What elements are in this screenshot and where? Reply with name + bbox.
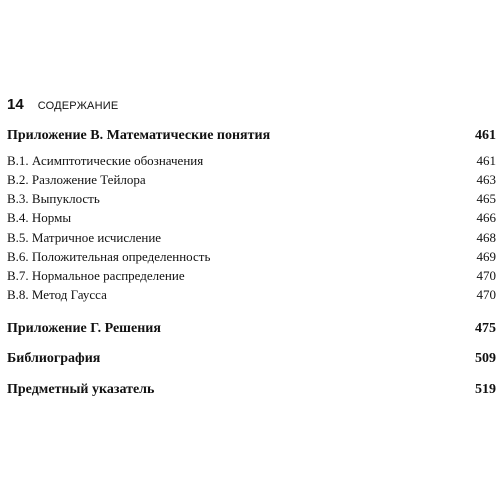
toc-entry-page-number: 461 — [475, 128, 496, 143]
toc-entry-title: Приложение В. Математические понятия — [7, 128, 271, 143]
toc-subsection-entry — [7, 249, 496, 265]
toc-entry-page-number: 468 — [476, 230, 496, 245]
toc-subsection-entry — [7, 287, 496, 303]
toc-entry-page-number: 470 — [476, 287, 496, 302]
page-number: 14 — [7, 96, 24, 113]
toc-entry-title: Библиография — [7, 351, 101, 366]
toc-entry-page-number: 469 — [476, 249, 496, 264]
toc-section-entry — [7, 128, 496, 144]
toc-entry-title: Приложение Г. Решения — [7, 321, 161, 336]
toc-entry-title: В.2. Разложение Тейлора — [7, 172, 146, 187]
toc-section-entry — [7, 321, 496, 337]
toc-entry-page-number: 475 — [475, 321, 496, 336]
toc-entry-title: В.3. Выпуклость — [7, 191, 100, 206]
toc-subsection-entry — [7, 153, 496, 169]
toc-entry-title: В.4. Нормы — [7, 210, 72, 225]
toc-subsection-entry — [7, 230, 496, 246]
toc-entry-page-number: 461 — [476, 153, 496, 168]
toc-entry-page-number: 519 — [475, 382, 496, 397]
toc-subsection-entry — [7, 268, 496, 284]
toc-subsection-entry — [7, 210, 496, 226]
toc-entry-page-number: 463 — [476, 172, 496, 187]
toc-entry-title: В.8. Метод Гаусса — [7, 287, 107, 302]
toc-section-entry — [7, 382, 496, 398]
toc-entry-title: В.5. Матричное исчисление — [7, 230, 162, 245]
toc-entry-title: В.7. Нормальное распределение — [7, 268, 185, 283]
toc-entry-title: В.6. Положительная определенность — [7, 249, 211, 264]
page-header — [7, 96, 118, 113]
toc-entry-title: В.1. Асимптотические обозначения — [7, 153, 204, 168]
toc-subsection-entry — [7, 172, 496, 188]
toc-entry-page-number: 509 — [475, 351, 496, 366]
toc-entry-page-number: 465 — [476, 191, 496, 206]
toc-subsection-entry — [7, 191, 496, 207]
toc-entry-page-number: 470 — [476, 268, 496, 283]
toc-entry-title: Предметный указатель — [7, 382, 155, 397]
running-title: СОДЕРЖАНИЕ — [37, 100, 119, 112]
toc-section-entry — [7, 351, 496, 367]
toc-entry-page-number: 466 — [476, 210, 496, 225]
